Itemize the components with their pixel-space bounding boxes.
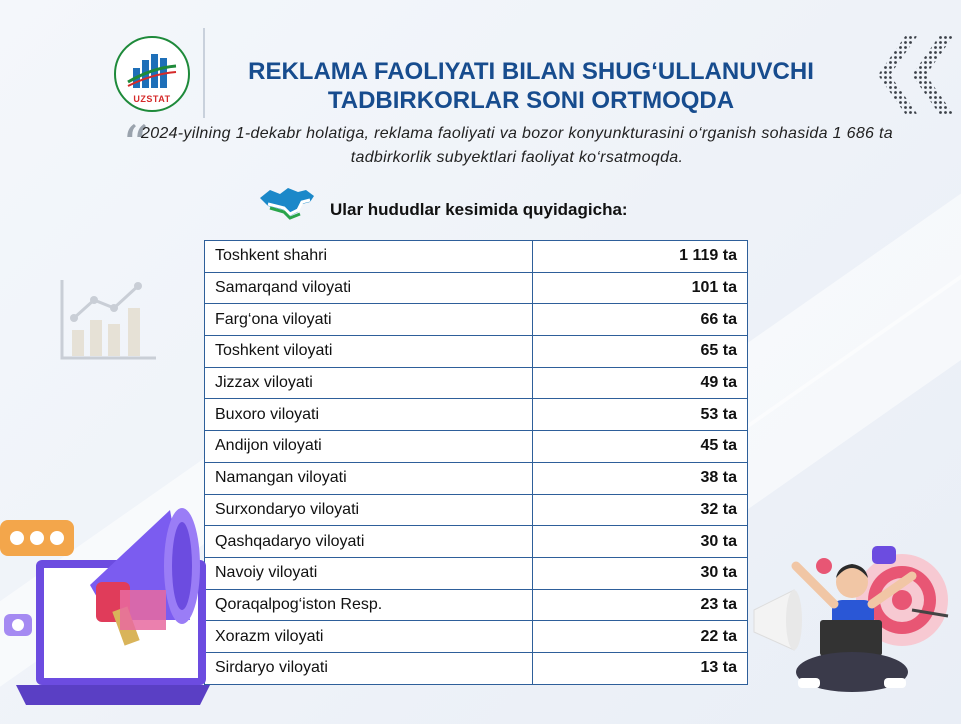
table-row — [205, 431, 748, 463]
title-line-2: TADBIRKORLAR SONI ORTMOQDA — [327, 87, 735, 114]
region-name: Sirdaryo viloyati — [205, 652, 533, 684]
region-value: 30 ta — [533, 526, 748, 558]
region-value: 22 ta — [533, 621, 748, 653]
table-row — [205, 304, 748, 336]
region-name: Qashqadaryo viloyati — [205, 526, 533, 558]
region-value: 53 ta — [533, 399, 748, 431]
region-value: 38 ta — [533, 462, 748, 494]
region-value: 23 ta — [533, 589, 748, 621]
region-name: Qoraqalpog‘iston Resp. — [205, 589, 533, 621]
heart-icon — [816, 558, 832, 574]
region-name: Samarqand viloyati — [205, 272, 533, 304]
region-name: Buxoro viloyati — [205, 399, 533, 431]
table-row — [205, 557, 748, 589]
uzstat-logo — [114, 36, 190, 112]
table-row — [205, 367, 748, 399]
logo-text: UZSTAT — [133, 94, 171, 104]
table-row — [205, 272, 748, 304]
intro-text: 2024-yilning 1-dekabr holatiga, reklama faoliyati va bozor konyunkturasini o‘rganish sohasida 1 686 ta tadbirkorlik subyektlari faoliyat ko‘rsatmoqda. — [141, 125, 893, 166]
table-row — [205, 494, 748, 526]
region-value: 65 ta — [533, 336, 748, 368]
region-value: 49 ta — [533, 367, 748, 399]
table-row — [205, 652, 748, 684]
header-divider — [203, 28, 205, 118]
region-value: 101 ta — [533, 272, 748, 304]
growth-chart-icon — [58, 278, 158, 362]
chat-bubble-icon — [872, 546, 896, 564]
region-value: 13 ta — [533, 652, 748, 684]
title-line-1: REKLAMA FAOLIYATI BILAN SHUG‘ULLANUVCHI — [248, 58, 814, 85]
regions-table — [204, 240, 748, 685]
like-icon — [4, 614, 32, 636]
quote-mark-icon: “ — [122, 116, 149, 176]
double-chevron-left-icon — [868, 30, 958, 120]
region-value: 45 ta — [533, 431, 748, 463]
table-row — [205, 462, 748, 494]
region-value: 1 119 ta — [533, 241, 748, 273]
table-row — [205, 336, 748, 368]
subtitle: Ular hududlar kesimida quyidagicha: — [330, 200, 628, 219]
region-name: Namangan viloyati — [205, 462, 533, 494]
region-value: 66 ta — [533, 304, 748, 336]
region-value: 30 ta — [533, 557, 748, 589]
region-name: Toshkent shahri — [205, 241, 533, 273]
region-value: 32 ta — [533, 494, 748, 526]
table-row — [205, 526, 748, 558]
region-name: Jizzax viloyati — [205, 367, 533, 399]
megaphone-small-icon — [754, 590, 802, 650]
uzbekistan-map-icon — [258, 182, 318, 222]
region-name: Xorazm viloyati — [205, 621, 533, 653]
table-row — [205, 241, 748, 273]
table-row — [205, 589, 748, 621]
region-name: Farg‘ona viloyati — [205, 304, 533, 336]
region-name: Andijon viloyati — [205, 431, 533, 463]
region-name: Navoiy viloyati — [205, 557, 533, 589]
person-with-laptop-icon — [752, 540, 958, 720]
region-name: Toshkent viloyati — [205, 336, 533, 368]
table-row — [205, 399, 748, 431]
table-row — [205, 621, 748, 653]
region-name: Surxondaryo viloyati — [205, 494, 533, 526]
laptop-megaphone-illustration — [0, 490, 215, 720]
page-title — [206, 57, 856, 115]
